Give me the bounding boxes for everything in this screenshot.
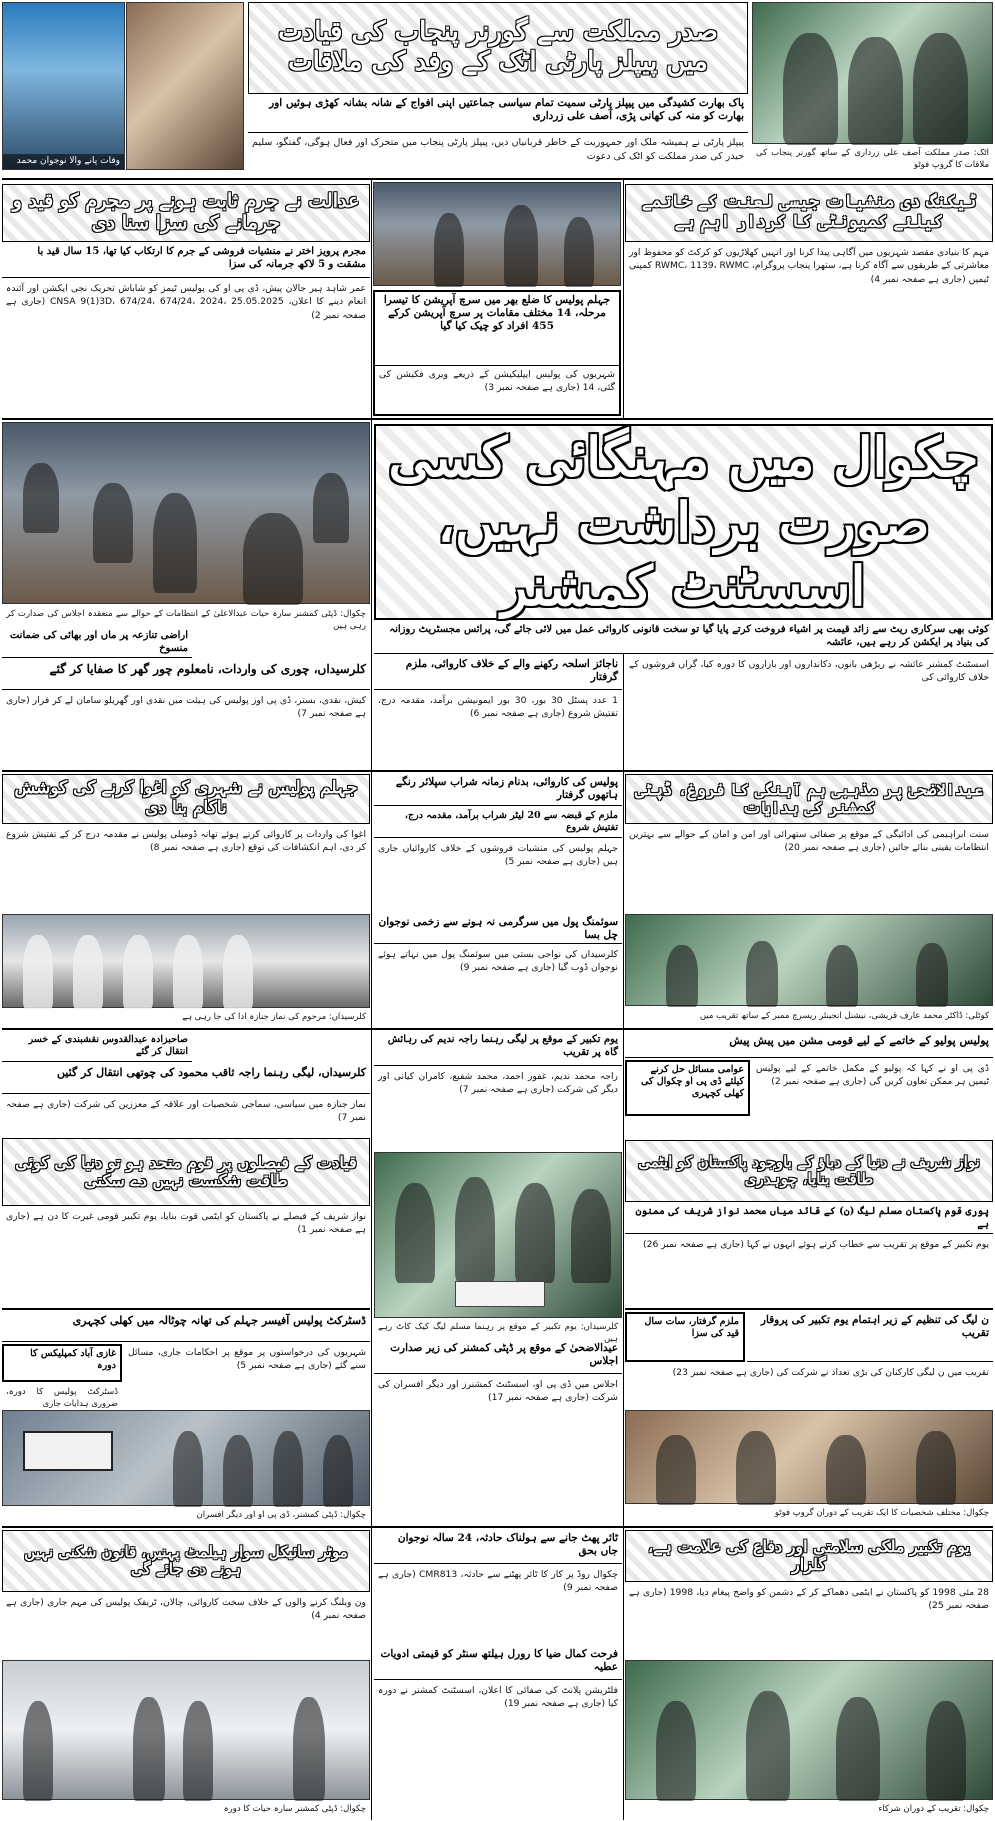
- president-meeting-photo: [752, 2, 993, 144]
- ceremony-photo: [625, 1410, 993, 1504]
- eid-meeting-headline: عیدالاضحیٰ کے موقع پر ڈپٹی کمشنر کی زیر صدارت اجلاس: [374, 1340, 622, 1374]
- polio-intro: عوامی مسائل حل کرنے کیلئے ڈی پی او چکوال کی کھلی کچہری: [625, 1060, 750, 1116]
- lead-body: پیپلز پارٹی نے ہمیشہ ملک اور جمہوریت کے خاطر قربانیاں دیں، پیپلز پارٹی پنجاب میں متحرک اور فعال ہوگی، گفتگو، سلیم حیدر کی صدر مملکت کو اٹک کی دعوت: [252, 137, 744, 162]
- event-attendees-caption: چکوال: تقریب کے دوران شرکاء: [878, 1804, 989, 1814]
- police-search-box: [373, 290, 621, 416]
- arms-headline: ناجائز اسلحہ رکھنے والے کے خلاف کاروائی، ملزم گرفتار: [374, 656, 622, 690]
- left-photo-caption: وفات پانے والا نوجوان محمد: [3, 154, 124, 169]
- main-story-intro: کوئی بھی سرکاری ریٹ سے زائد قیمت پر اشیاء فروخت کرتے پایا گیا تو سخت قانونی کاروائی عمل میں لائی جائے گی، پرائس مجسٹریٹ روزانہ کی بنیاد پر ایکشن کر رہے ہیں، عائشہ: [374, 622, 993, 654]
- eid-body: سنت ابراہیمی کی ادائیگی کے موقع پر صفائی ستھرائی اور امن و امان کے حوالے سے بہترین انتظامات یقینی بنائے جائیں (جاری ہے صفحہ نمبر 20): [629, 829, 989, 854]
- court-body: عمر شاہد ہیر جالان پیش، ڈی پی او کی پولیس ٹیمز کو شاباش تحریک نجی ایکشن اور آئندہ انعام دینے کا اعلان، CNSA 9(1)3D، 674/24، 674/24، 2024، 25.05.2025 (جاری ہے صفحہ نمبر 2): [6, 283, 366, 321]
- atomic-body: یوم تکبیر کے موقع پر تقریب سے خطاب کرتے ہوئے انہوں نے کہا (جاری ہے صفحہ نمبر 26): [643, 1239, 989, 1250]
- portrait-young-man-photo: [2, 2, 125, 170]
- tire-body: چکوال روڈ پر کار کا ٹائر پھٹنے سے حادثہ، CMR813 (جاری ہے صفحہ نمبر 9): [378, 1569, 618, 1594]
- eid-headline: عیدالاضحیٰ پر مذہبی ہم آہنگی کا فروغ، ڈپٹی کمشنر کی ہدایات: [625, 774, 993, 824]
- kallar-intro: صاحبزادہ عبدالقدوس نقشبندی کے خسر انتقال کر گئے: [2, 1032, 192, 1062]
- cricket-body: مہم کا بنیادی مقصد شہریوں میں آگاہی پیدا کرنا اور انہیں کھلاڑیوں کو کرکٹ کو محفوظ اور معاشرتی کے طریقوں سے آگاہ کرنا ہے، ستھرا پنجاب پروگرام، RWMC، 1139، RWMC کمپنی ٹیمیں (جاری ہے صفحہ نمبر 4): [629, 247, 989, 285]
- arms-body: 1 عدد پسٹل 30 بور، 30 بور ایمونیشن برآمد، مقدمہ درج، تفتیش شروع (جاری ہے صفحہ نمبر 6): [378, 695, 619, 720]
- cricket-headline: ٹیکنگ دی منشیات جیسی لعنت کے خاتمے کیلئے کمیونٹی کا کردار اہم ہے: [625, 184, 993, 242]
- police-box-headline: جہلم پولیس کا ضلع بھر میں سرچ آپریشن کا تیسرا مرحلہ، 14 مختلف مقامات پر سرچ آپریشن کرکے 455 افراد کو چیک کیا گیا: [375, 292, 619, 366]
- filter-body: فلٹریشن پلانٹ کی صفائی کا اعلان، اسسٹنٹ کمشنر نے دورہ کیا (جاری ہے صفحہ نمبر 19): [378, 1685, 618, 1710]
- court-headline: عدالت نے جرم ثابت ہونے پر مجرم کو قید و جرمانے کی سزا سنا دی: [2, 184, 370, 242]
- lead-intro: پاک بھارت کشیدگی میں پیپلز پارٹی سمیت تمام سیاسی جماعتیں اپنی افواج کے شانہ بشانہ کھڑی ہوئیں اور بھارت کو منہ کی کھانی پڑی، آصف علی زرداری: [248, 95, 748, 133]
- cake-cutting-photo: [374, 1152, 622, 1318]
- court-intro: مجرم پرویز اختر نے منشیات فروشی کے جرم کا ارتکاب کیا تھا، 15 سال قید با مشقت و 5 لاکھ جرمانہ کی سزا: [2, 244, 370, 278]
- theft-headline: کلرسیداں، چوری کی واردات، نامعلوم چور گھر کا صفایا کر گئے: [2, 660, 370, 690]
- motorway-body: ون ویلنگ کرنے والوں کے خلاف سخت کاروائی، چالان، ٹریفک پولیس کی مہم جاری (جاری ہے صفحہ نمبر 4): [6, 1597, 366, 1622]
- dc-visit-caption: چکوال: ڈپٹی کمشنر سارہ حیات کا دورہ: [223, 1804, 366, 1814]
- unity-headline: قیادت کے فیصلوں پر قوم متحد ہو تو دنیا کی کوئی طاقت شکست نہیں دے سکتی: [2, 1138, 370, 1206]
- polio-headline: پولیس پولیو کے خاتمے کے لیے قومی مشن میں پیش پیش: [625, 1032, 993, 1058]
- unity-body: نواز شریف کے فیصلے نے پاکستان کو ایٹمی قوت بنایا، یوم تکبیر قومی غیرت کا دن ہے (جاری ہے صفحہ نمبر 1): [6, 1211, 366, 1236]
- main-story-banner: [374, 424, 993, 620]
- event-attendees-photo: [625, 1660, 993, 1800]
- office-photo: [373, 182, 621, 286]
- police-officers-caption: چکوال: ڈپٹی کمشنر، ڈی پی او اور دیگر افسران: [196, 1510, 366, 1520]
- jhelum-police-headline: جہلم پولیس نے شہری کو اغوا کرنے کی کوشش ناکام بنا دی: [2, 774, 370, 824]
- nlg-headline: ن لیگ کی تنظیم کے زیر اہتمام یوم تکبیر کی پروقار تقریب: [747, 1312, 993, 1362]
- dc-meeting-photo: [2, 422, 370, 604]
- cake-caption: کلرسیداں: یوم تکبیر کے موقع پر رہنما مسلم لیگ کیک کاٹ رہے ہیں: [378, 1322, 618, 1345]
- ceremony-caption: چکوال: مختلف شخصیات کا ایک تقریب کے دوران گروپ فوٹو: [774, 1508, 989, 1518]
- pool-body: کلرسیداں کی نواحی بستی میں سوئمنگ پول میں نہاتے ہوئے نوجوان ڈوب گیا (جاری ہے صفحہ نمبر 9): [378, 949, 618, 974]
- ghazi-body: ڈسٹرکٹ پولیس کا دورہ، ضروری ہدایات جاری: [6, 1387, 118, 1410]
- atomic-intro: پوری قوم پاکستان مسلم لیگ (ن) کے قائد میاں محمد نواز شریف کی ممنون ہے: [625, 1204, 993, 1234]
- dc-meeting-caption: چکوال: ڈپٹی کمشنر سارہ حیات عبدالاعلیٰ کے انتظامات کے حوالے سے منعقدہ اجلاس کی صدارت کر رہی ہیں: [6, 609, 366, 632]
- police-officers-photo: [2, 1410, 370, 1506]
- takbeer-headline: یوم تکبیر کے موقع پر لیگی رہنما راجہ ندیم کی رہائش گاہ پر تقریب: [374, 1032, 622, 1066]
- district-police-headline: ڈسٹرکٹ پولیس آفیسر جہلم کی تھانہ چوٹالہ میں کھلی کچہری: [2, 1312, 370, 1342]
- nlg-body: تقریب میں ن لیگی کارکنان کی بڑی تعداد نے شرکت کی (جاری ہے صفحہ نمبر 23): [672, 1367, 989, 1378]
- eid-event-photo: [625, 914, 993, 1006]
- funeral-caption: کلرسیداں: مرحوم کی نماز جنازہ ادا کی جا رہی ہے: [182, 1012, 366, 1022]
- pool-headline: سوئمنگ پول میں سرگرمی نہ ہونے سے زخمی نوجوان چل بسا: [374, 914, 622, 944]
- district-police-body: شہریوں کی درخواستوں پر موقع پر احکامات جاری، مسائل سنے گئے (جاری ہے صفحہ نمبر 5): [128, 1347, 366, 1372]
- president-photo-caption: اٹک: صدر مملکت آصف علی زرداری کے ساتھ گورنر پنجاب کی ملاقات کا گروپ فوٹو: [756, 148, 989, 171]
- eid-caption: کوٹلی: ڈاکٹر محمد عارف قریشی، نیشنل انجینئر ریسرچ ممبر کے ساتھ تقریب میں: [699, 1011, 989, 1021]
- filter-headline: فرحت کمال ضیا کا رورل ہیلتھ سنٹر کو قیمتی ادویات عطیہ: [374, 1646, 622, 1680]
- kallar-headline: کلرسیداں، لیگی رہنما راجہ ثاقب محمود کی چوتھی انتقال کر گئیں: [2, 1064, 370, 1094]
- defence-body: 28 مئی 1998 کو پاکستان نے ایٹمی دھماکے کر کے دشمن کو واضح پیغام دیا، 1998 (جاری ہے صفحہ نمبر 25): [629, 1587, 989, 1612]
- tire-headline: ٹائر پھٹ جانے سے ہولناک حادثہ، 24 سالہ نوجوان جاں بحق: [374, 1530, 622, 1564]
- polio-body: ڈی پی او نے کہا کہ پولیو کے مکمل خاتمے کے لیے پولیس ٹیمیں ہر ممکن تعاون کریں گی (جاری ہے صفحہ نمبر 2): [756, 1063, 989, 1088]
- police-box-body: شہریوں کی پولیس ایپلیکیشن کے ذریعے ویری فکیشن کی گئی، 14 (جاری ہے صفحہ نمبر 3): [379, 369, 615, 394]
- liquor-body: جہلم پولیس کی منشیات فروشوں کے خلاف کاروائیاں جاری ہیں (جاری ہے صفحہ نمبر 5): [378, 843, 618, 868]
- kallar-body: نماز جنازہ میں سیاسی، سماجی شخصیات اور علاقہ کے معززین کی شرکت (جاری ہے صفحہ نمبر 7): [6, 1099, 366, 1124]
- nlg-intro: ملزم گرفتار، سات سال قید کی سزا: [625, 1312, 745, 1362]
- main-story-body: اسسٹنٹ کمشنر عائشہ نے ریڑھی بانوں، دکانداروں اور بازاروں کا دورہ کیا، گراں فروشوں کے خلاف کاروائی کی: [629, 659, 989, 684]
- motorway-headline: موٹر سائیکل سوار ہیلمٹ پہنیں، قانون شکنی نہیں ہونے دی جائے گی: [2, 1530, 370, 1592]
- atomic-headline: نواز شریف نے دنیا کے دباؤ کے باوجود پاکستان کو ایٹمی طاقت بنایا، چوہدری: [625, 1140, 993, 1202]
- main-story-headline: چکوال میں مہنگائی کسی صورت برداشت نہیں، اسسٹنٹ کمشنر: [388, 424, 979, 619]
- eid-meeting-body: اجلاس میں ڈی پی او، اسسٹنٹ کمشنرز اور دیگر افسران کی شرکت (جاری ہے صفحہ نمبر 17): [378, 1379, 618, 1404]
- dc-visit-photo: [2, 1660, 370, 1800]
- ghazi-headline: غازی آباد کمپلیکس کا دورہ: [2, 1344, 122, 1382]
- theft-intro: اراضی تنازعہ پر ماں اور بھائی کی ضمانت منسوخ: [2, 628, 192, 658]
- jhelum-police-body: اغوا کی واردات پر کاروائی کرتے ہوئے تھانہ ڈومیلی پولیس نے مقدمہ درج کر کے تفتیش شروع کر دی، اہم انکشافات کی توقع (جاری ہے صفحہ نمبر 8): [6, 829, 366, 854]
- theft-body: کیش، نقدی، بستر، ڈی پی اوز پولیس کی ہیئت میں نقدی اور گھریلو سامان لے کر فرار (جاری ہے صفحہ نمبر 7): [6, 695, 366, 720]
- liquor-headline: پولیس کی کاروائی، بدنام زمانہ شراب سپلائر رنگے ہاتھوں گرفتار: [374, 774, 622, 806]
- portrait-elder-photo: [126, 2, 244, 170]
- lead-headline: صدر مملکت سے گورنر پنجاب کی قیادت میں پیپلز پارٹی اٹک کے وفد کی ملاقات: [248, 2, 748, 94]
- liquor-intro: ملزم کے قبضہ سے 20 لیٹر شراب برآمد، مقدمہ درج، تفتیش شروع: [374, 808, 622, 838]
- defence-headline: یوم تکبیر ملکی سلامتی اور دفاع کی علامت ہے، گلزار: [625, 1530, 993, 1582]
- takbeer-body: راجہ محمد ندیم، غفور احمد، محمد شفیع، کامران کیانی اور دیگر کی شرکت (جاری ہے صفحہ نمبر 7): [378, 1071, 618, 1096]
- funeral-photo: [2, 914, 370, 1008]
